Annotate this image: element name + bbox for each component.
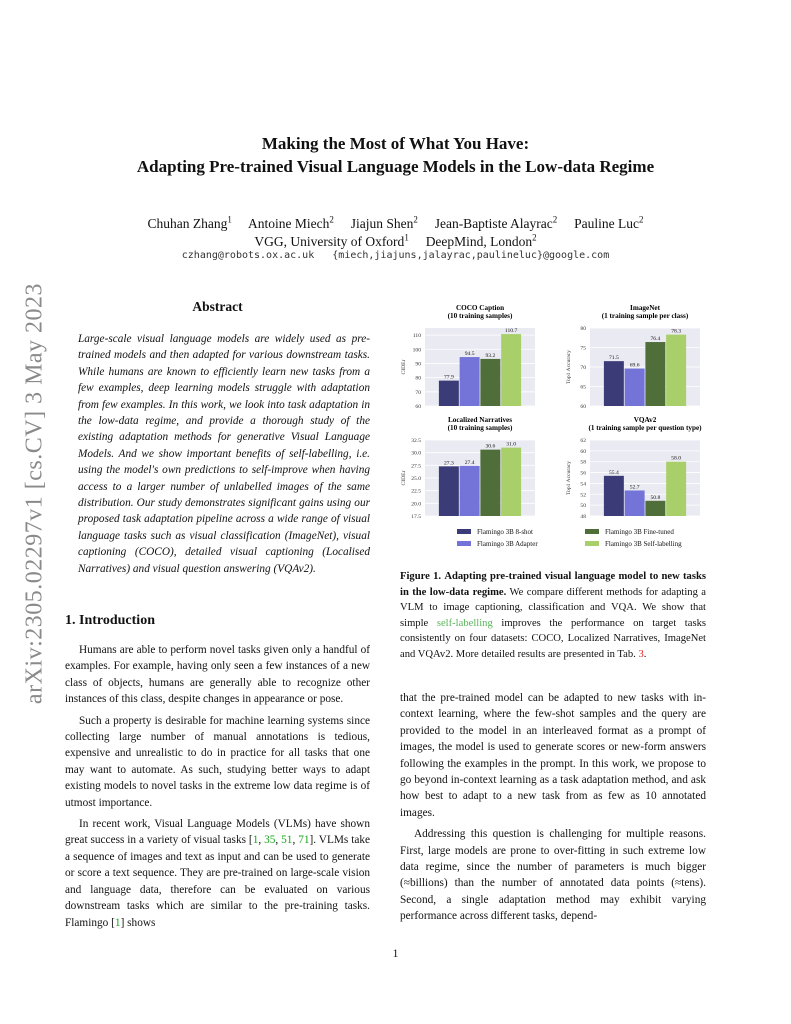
table-ref-link[interactable]: 3 [638, 648, 644, 660]
chart-panel-3 [401, 416, 535, 520]
author-3: Jiajun Shen$^2$ [350, 214, 418, 231]
legend-label: Flamingo 3B 8-shot [477, 528, 534, 536]
legend-swatch [585, 541, 599, 546]
y-tick-label: 70 [415, 389, 421, 396]
bar-value-label: 71.5 [608, 355, 619, 362]
citation-link[interactable]: 71 [298, 834, 310, 847]
y-tick-label: 100 [412, 347, 421, 354]
y-axis-label: Top1 Accuracy [566, 461, 572, 495]
legend-swatch [457, 541, 471, 546]
y-axis-label: CIDEr [401, 470, 407, 486]
y-tick-label: 80 [415, 375, 421, 382]
bar-1 [604, 476, 624, 516]
bar-1 [439, 466, 459, 516]
chart-title: VQAv2 [633, 416, 657, 424]
caption-highlight: self-labelling [436, 617, 493, 629]
bar-value-label: 93.2 [485, 352, 496, 359]
chart-title: Localized Narratives [447, 416, 513, 424]
y-tick-label: 54 [580, 481, 586, 488]
y-tick-label: 80 [580, 326, 586, 332]
bar-2 [460, 466, 480, 516]
citation-link[interactable]: 1 [114, 916, 121, 929]
chart-legend [457, 528, 682, 548]
y-tick-label: 32.5 [411, 438, 421, 444]
chart-subtitle: (1 training sample per class) [601, 312, 689, 320]
figure-1-charts [395, 298, 715, 558]
y-tick-label: 60 [415, 404, 421, 410]
author-emails[interactable]: czhang@robots.ox.ac.uk {miech,jiajuns,jalayrac,paulineluc}@google.com [181, 250, 610, 261]
bar-value-label: 76.4 [650, 336, 661, 343]
paper-title-line1: Making the Most of What You Have: [261, 134, 530, 153]
y-tick-label: 90 [415, 361, 421, 368]
chart-subtitle: (10 training samples) [447, 312, 513, 320]
y-tick-label: 75 [580, 345, 586, 352]
citation-link[interactable]: 35 [264, 834, 276, 847]
y-tick-label: 17.5 [411, 514, 421, 520]
y-tick-label: 30.0 [411, 450, 421, 457]
arxiv-identifier[interactable]: arXiv:2305.02297v1 [cs.CV] 3 May 2023 [21, 282, 48, 705]
legend-label: Flamingo 3B Fine-tuned [605, 528, 674, 536]
chart-panel-2 [566, 304, 700, 410]
y-tick-label: 62 [580, 438, 586, 444]
caption-text-b: improves the performance on target tasks consistently on four datasets: COCO, Localized Narratives, ImageNet and VQAv2. More detailed results are presented in Tab. [400, 617, 706, 660]
bar-value-label: 31.0 [506, 441, 517, 448]
bar-value-label: 58.0 [671, 455, 682, 462]
y-axis-label: CIDEr [401, 359, 407, 375]
abstract-heading: Abstract [192, 299, 243, 314]
bar-value-label: 77.9 [443, 374, 454, 381]
y-tick-label: 48 [580, 514, 586, 520]
chart-panel-4 [566, 416, 702, 520]
bar-value-label: 52.7 [629, 484, 640, 491]
y-tick-label: 22.5 [411, 488, 421, 495]
right-paragraph-1: that the pre-trained model can be adapted to new tasks with in-context learning, where the few-shot samples and the query are provided to the model in an interleaved format as a prompt of images, the model is used to generate scores or new-form answers following the examples in the prompt. In this work, we propose to go beyond in-context learning as a task adaptation method, and ask how best to adapt to a new task from as few as 10 annotated images. [400, 692, 706, 819]
affiliations [0, 228, 791, 251]
bar-value-label: 50.8 [650, 494, 661, 501]
bar-1 [604, 361, 624, 406]
y-tick-label: 56 [580, 470, 586, 477]
bar-value-label: 55.4 [608, 469, 619, 476]
bar-2 [460, 357, 480, 406]
citation-link[interactable]: 1 [252, 834, 259, 847]
chart-subtitle: (10 training samples) [447, 424, 513, 432]
chart-panel-1 [401, 304, 535, 410]
bar-2 [625, 369, 645, 406]
paper-title-line2: Adapting Pre-trained Visual Language Models in the Low-data Regime [136, 157, 655, 176]
intro-right-column [400, 690, 706, 930]
y-tick-label: 20.0 [411, 501, 421, 508]
right-paragraph-2: Addressing this question is challenging for multiple reasons. First, large models are prone to over-fitting in such extreme low data regime, since the number of parameters is much bigger (≈billions) than the number of annotated data points (≈tens). Second, a single adaptation method may exhibit varying performance across different tasks, depend- [400, 828, 706, 923]
author-2: Antoine Miech$^2$ [247, 214, 334, 231]
affiliation-2: DeepMind, London$^2$ [425, 232, 537, 249]
y-tick-label: 65 [580, 384, 586, 391]
y-tick-label: 27.5 [411, 463, 421, 470]
y-tick-label: 50 [580, 503, 586, 510]
bar-4 [666, 462, 686, 516]
affiliation-1: VGG, University of Oxford$^1$ [254, 232, 409, 249]
caption-label: Figure 1. [400, 571, 442, 582]
y-tick-label: 60 [580, 404, 586, 410]
bar-value-label: 69.6 [629, 362, 640, 369]
legend-swatch [585, 529, 599, 534]
chart-title: ImageNet [630, 304, 660, 312]
bar-2 [625, 490, 645, 516]
bar-4 [501, 334, 521, 406]
legend-label: Flamingo 3B Adapter [477, 540, 538, 548]
y-tick-label: 110 [412, 333, 421, 340]
intro-paragraph-1: Humans are able to perform novel tasks given only a handful of examples. For example, having only seen a few instances of a new class of objects, humans are generally able to recognize other instances of this class, despite changes in appearance or pose. [65, 644, 370, 706]
author-1: Chuhan Zhang$^1$ [147, 214, 232, 231]
intro-paragraph-2: Such a property is desirable for machine learning systems since collecting large number of manual annotations is tedious, expensive and unrealistic to do in practice for all tasks that one may want to automate. As such, studying better ways to adapt existing models to novel tasks in the extreme low data regime is of utmost importance. [65, 714, 370, 809]
y-tick-label: 60 [580, 448, 586, 455]
y-axis-label: Top1 Accuracy [566, 350, 572, 384]
bar-4 [666, 335, 686, 406]
caption-text-a: We compare different methods for adapting a VLM to image captioning, classification and VQA. We show that simple [400, 586, 707, 629]
y-tick-label: 70 [580, 365, 586, 371]
bar-value-label: 27.3 [443, 460, 454, 467]
bar-1 [439, 381, 459, 406]
intro-paragraph-3: In recent work, Visual Language Models (VLMs) have shown great success in a variety of visual tasks [1, 35, 51, 71]. VLMs take a sequence of images and text as input and can be used to generate or score a text sequence. They are pre-trained on large-scale vision and language data, therefore can be evaluated on various downstream tasks which are similar to the pre-training tasks. Flamingo [1] shows [65, 818, 371, 929]
bar-3 [645, 501, 665, 516]
caption-bold: Adapting pre-trained visual language model to new tasks in the low-data regime. [400, 571, 706, 598]
legend-swatch [457, 529, 471, 534]
abstract-body: Large-scale visual language models are widely used as pre-trained models and then adapted for various downstream tasks. While humans are known to efficiently learn new tasks from a few examples, deep learning models struggle with adaptation from few examples. In this work, we look into task adaptation in the low-data regime, and provide a thorough study of the existing adaptation methods for generative Visual Language Models. And we show important benefits of self-labelling, i.e. using the model's own predictions to self-improve when having access to a larger number of unlabelled images of the same distribution. Our study demonstrates significant gains using our proposed task adaptation pipeline across a wide range of visual language tasks such as visual classification (ImageNet), visual captioning (COCO), detailed visual captioning (Localised Narratives) and visual question answering (VQAv2). [78, 333, 370, 575]
author-4: Jean-Baptiste Alayrac$^2$ [434, 214, 558, 231]
bar-value-label: 27.4 [464, 459, 475, 466]
bar-value-label: 94.5 [464, 351, 475, 358]
bar-value-label: 110.7 [504, 328, 518, 335]
y-tick-label: 25.0 [411, 476, 421, 482]
bar-3 [480, 359, 500, 406]
chart-title: COCO Caption [455, 304, 505, 312]
bar-3 [480, 450, 500, 516]
legend-label: Flamingo 3B Self-labelling [605, 540, 682, 548]
bar-3 [645, 342, 665, 406]
intro-heading: 1. Introduction [65, 613, 155, 628]
figure-1-caption: Figure 1. Adapting pre-trained visual language model to new tasks in the low-data regime. We compare different methods for adapting a VLM to image captioning, classification and VQA. We show that simple self-labelling improves the performance on target tasks consistently on four datasets: COCO, Localized Narratives, ImageNet and VQAv2. More detailed results are presented in Tab. 3. [400, 571, 707, 660]
page-number: 1 [392, 948, 399, 960]
y-tick-label: 52 [580, 492, 586, 499]
author-5: Pauline Luc$^2$ [574, 214, 644, 231]
chart-subtitle: (1 training sample per question type) [588, 424, 702, 432]
intro-left-column [65, 642, 370, 936]
y-tick-label: 58 [580, 459, 586, 466]
bar-value-label: 30.6 [485, 443, 496, 450]
bar-value-label: 78.3 [671, 328, 682, 335]
bar-4 [501, 448, 521, 516]
citation-link[interactable]: 51 [281, 834, 293, 847]
